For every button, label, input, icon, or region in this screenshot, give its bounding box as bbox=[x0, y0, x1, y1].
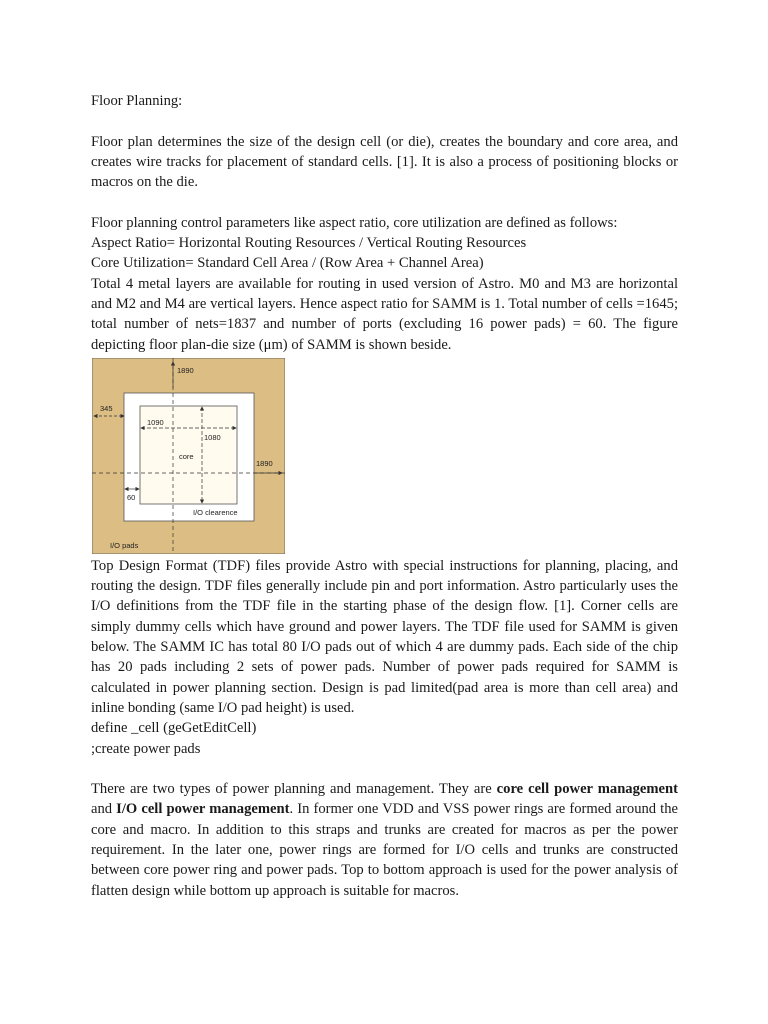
clearance-60-label: 60 bbox=[127, 492, 136, 502]
power-text-c: . In former one VDD and VSS power rings are formed around the core and macro. In addition to this straps and trunks are created for macros as per the power requirement. In the later one, power rings are formed for I/O cells and trunks are constructed between core power ring and power pads. Top to bottom approach is used for the power analysis of flatten design while bottom up approach is suitable for macros. bbox=[91, 801, 678, 899]
core-utilization-definition: Core Utilization= Standard Cell Area / (Row Area + Channel Area) bbox=[91, 255, 484, 272]
paragraph-control-parameters: Floor planning control parameters like aspect ratio, core utilization are defined as follows: bbox=[91, 214, 618, 231]
paragraph-power-planning bbox=[91, 779, 678, 901]
paragraph-metal-layers: Total 4 metal layers are available for routing in used version of Astro. M0 and M3 are horizontal and M2 and M4 are vertical layers. Hence aspect ratio for SAMM is 1. Total number of cells =1645; total number of nets=1837 and number of ports (excluding 16 power pads) = 60. The figure depicting floor plan-die size (μm) of SAMM is shown beside. bbox=[91, 275, 678, 353]
core-label: core bbox=[179, 451, 194, 461]
left-margin-label: 345 bbox=[100, 403, 113, 413]
power-bold-core: core cell power management bbox=[496, 781, 678, 798]
io-pads-label: I/O pads bbox=[110, 540, 139, 550]
core-height-label: 1080 bbox=[204, 432, 221, 442]
floorplan-figure bbox=[92, 358, 285, 554]
die-height-label: 1890 bbox=[177, 365, 194, 375]
io-clearance-label: I/O clearence bbox=[193, 507, 238, 517]
core-width-label: 1090 bbox=[147, 417, 164, 427]
power-text-a: There are two types of power planning and management. They are bbox=[91, 781, 497, 798]
section-heading: Floor Planning: bbox=[91, 93, 183, 109]
code-line-create-power-pads: ;create power pads bbox=[91, 740, 201, 757]
die-width-label: 1890 bbox=[256, 458, 273, 468]
paragraph-floorplan-definition: Floor plan determines the size of the design cell (or die), creates the boundary and core area, and creates wire tracks for placement of standard cells. [1]. It is also a process of positioning blocks or macros on the die. bbox=[91, 133, 678, 191]
paragraph-tdf: Top Design Format (TDF) files provide Astro with special instructions for planning, placing, and routing the design. TDF files generally include pin and port information. Astro particularly uses the I/O definitions from the TDF file in the starting phase of the design flow. [1]. Corner cells are simply dummy cells which have ground and power layers. The TDF file used for SAMM is given below. The SAMM IC has total 80 I/O pads out of which 4 are dummy pads. Each side of the chip has 20 pads including 2 sets of power pads. Number of power pads required for SAMM is calculated in power planning section. Design is pad limited(pad area is more than cell area) and inline bonding (same I/O pad height) is used. bbox=[91, 557, 678, 716]
code-line-define-cell: define _cell (geGetEditCell) bbox=[91, 720, 257, 737]
floorplan-diagram bbox=[92, 358, 285, 554]
aspect-ratio-definition: Aspect Ratio= Horizontal Routing Resources / Vertical Routing Resources bbox=[91, 235, 527, 252]
power-text-b: and bbox=[91, 801, 117, 818]
power-bold-io: I/O cell power management bbox=[116, 801, 290, 818]
document-page bbox=[91, 0, 678, 901]
